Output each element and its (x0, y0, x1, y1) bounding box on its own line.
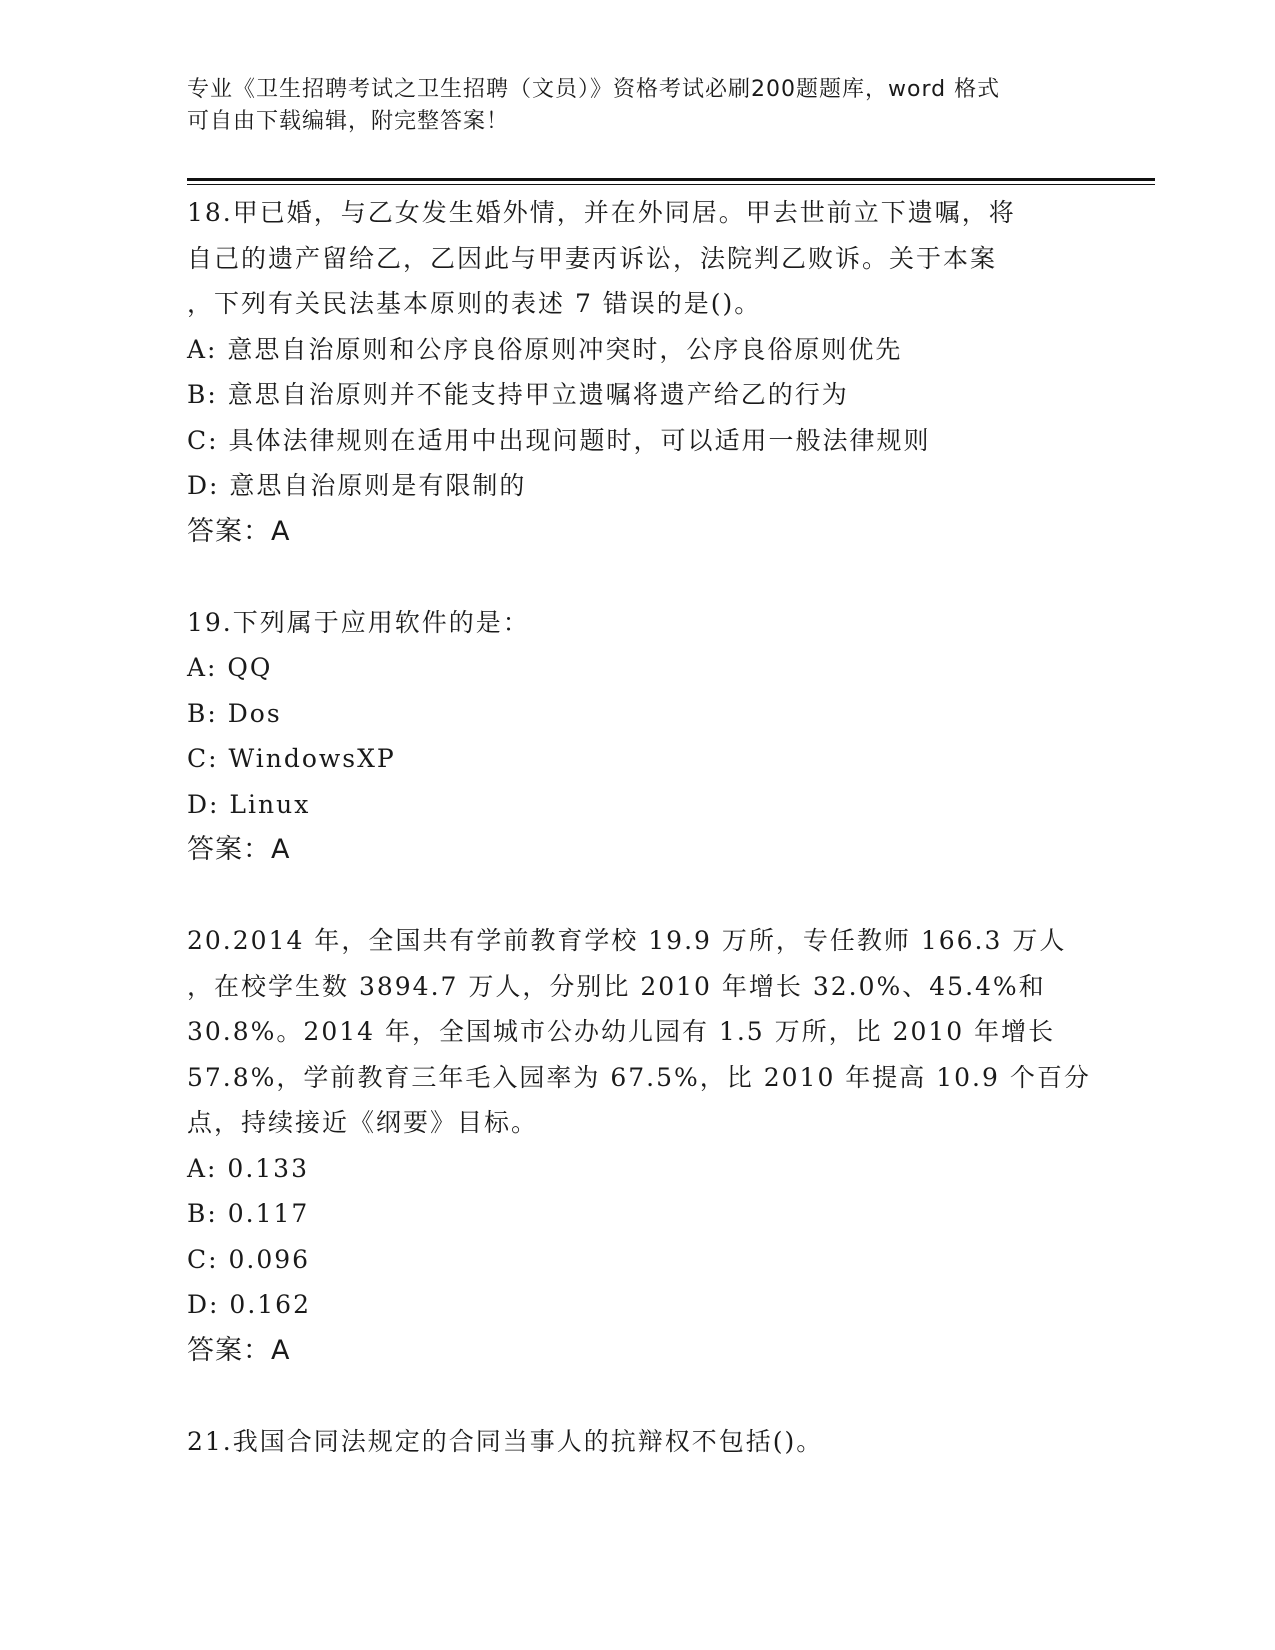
option-b: B: Dos (187, 698, 282, 728)
header-divider-thin (187, 184, 1155, 185)
spacer (187, 554, 1087, 600)
header-divider-thick (187, 178, 1155, 181)
header-line-2: 可自由下载编辑，附完整答案！ (187, 109, 510, 134)
question-stem-line: 19.下列属于应用软件的是： (187, 607, 530, 637)
option-d: D: 0.162 (187, 1290, 311, 1319)
option-c: C: 0.096 (187, 1244, 311, 1274)
answer-line: 答案：A (187, 1334, 291, 1366)
question-stem-line: 30.8%。2014 年，全国城市公办幼儿园有 1.5 万所，比 2010 年增长 (187, 1017, 1056, 1046)
question-stem-line: 自己的遗产留给乙，乙因此与甲妻丙诉讼，法院判乙败诉。关于本案 (187, 243, 998, 273)
question-stem-line: ，在校学生数 3894.7 万人，分别比 2010 年增长 32.0%、45.4%和 (187, 971, 1046, 1001)
option-c: C: 具体法律规则在适用中出现问题时，可以适用一般法律规则 (187, 425, 931, 455)
question-19 (187, 600, 1087, 873)
answer-line: 答案：A (187, 515, 291, 547)
question-stem-line: 20.2014 年，全国共有学前教育学校 19.9 万所，专任教师 166.3 万人 (187, 926, 1067, 955)
spacer (187, 1373, 1087, 1419)
question-list (187, 190, 1091, 1464)
option-c: C: WindowsXP (187, 744, 396, 773)
question-stem-line: ，下列有关民法基本原则的表述 7 错误的是()。 (187, 289, 762, 318)
option-a: A: 0.133 (187, 1153, 309, 1183)
spacer (187, 873, 1087, 919)
option-b: B: 意思自治原则并不能支持甲立遗嘱将遗产给乙的行为 (187, 380, 849, 409)
option-d: D: Linux (187, 789, 311, 819)
question-21 (187, 1419, 1087, 1465)
question-stem-line: 57.8%，学前教育三年毛入园率为 67.5%，比 2010 年提高 10.9 个百分 (187, 1062, 1091, 1092)
header-line-1: 专业《卫生招聘考试之卫生招聘（文员）》资格考试必刷200题题库，word 格式 (187, 77, 1001, 102)
option-a: A: 意思自治原则和公序良俗原则冲突时，公序良俗原则优先 (187, 334, 903, 364)
question-stem-line: 点，持续接近《纲要》目标。 (187, 1108, 539, 1137)
option-a: A: QQ (187, 653, 273, 682)
document-header (187, 74, 1087, 138)
answer-line: 答案：A (187, 834, 291, 865)
question-stem-line: 18.甲已婚，与乙女发生婚外情，并在外同居。甲去世前立下遗嘱，将 (187, 198, 1016, 227)
question-stem-line: 21.我国合同法规定的合同当事人的抗辩权不包括()。 (187, 1426, 824, 1456)
option-b: B: 0.117 (187, 1199, 310, 1228)
question-18 (187, 190, 1087, 554)
option-d: D: 意思自治原则是有限制的 (187, 471, 527, 500)
question-20 (187, 918, 1091, 1373)
